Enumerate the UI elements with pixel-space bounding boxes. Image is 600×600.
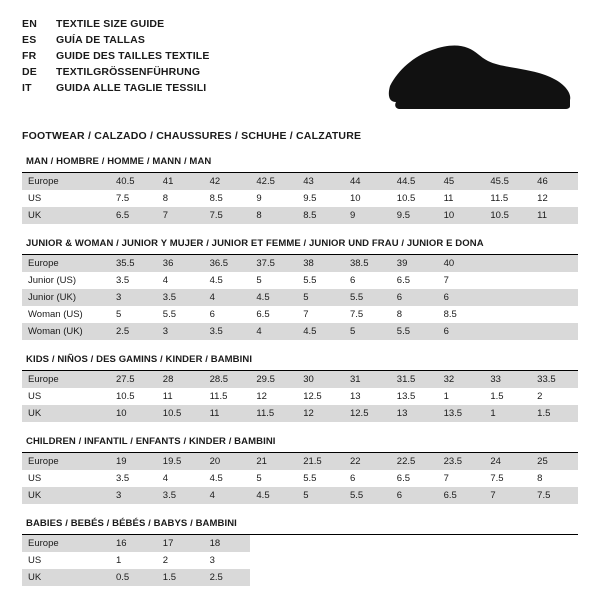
cell: 5.5 [303,275,317,286]
cell [531,272,578,289]
cell: 19.5 [157,453,204,470]
cell: 7.5 [490,473,504,484]
cell: 6 [391,289,438,306]
cell: 5 [344,323,391,340]
cell: 12 [537,193,548,204]
cell: 41 [157,173,204,190]
cell: 7.5 [531,487,578,504]
cell: 5 [256,275,262,286]
cell: 10.5 [484,207,531,224]
language-code: ES [22,33,37,46]
cell: 18 [204,535,251,552]
cell: 11 [204,405,251,422]
cell: 13.5 [396,391,416,402]
cell [531,306,578,323]
cell: 6 [209,309,215,320]
cell: 28.5 [204,371,251,388]
row-label: Europe [22,371,110,388]
cell: 16 [110,535,157,552]
cell: 8 [162,193,169,204]
cell: 1 [443,391,449,402]
language-title-list [22,16,209,96]
row-label: Junior (UK) [22,289,110,306]
block-title-kids: KIDS / NIÑOS / DES GAMINS / KINDER / BAMBINI [26,354,253,365]
cell: 45.5 [484,173,531,190]
cell: 4.5 [250,487,297,504]
cell [484,306,531,323]
cell-empty [297,535,344,552]
block-title-children: CHILDREN / INFANTIL / ENFANTS / KINDER / BAMBINI [26,436,276,447]
header [22,16,578,116]
cell-empty [531,535,578,552]
cell: 13 [349,391,361,402]
cell: 21.5 [297,453,344,470]
cell: 3.5 [116,473,130,484]
table-row [22,289,578,306]
cell: 21 [250,453,297,470]
cell: 4 [162,275,169,286]
table-row [22,535,578,552]
cell [531,289,578,306]
cell-empty [531,552,578,569]
table-row [22,552,578,569]
language-title: TEXTILGRÖSSENFÜHRUNG [56,65,201,78]
cell: 11.5 [490,193,509,204]
table-row [22,272,578,289]
cell-empty [297,569,344,586]
cell: 4 [204,487,251,504]
size-block-kids [22,354,578,422]
table-row [22,569,578,586]
cell: 5.5 [162,309,177,320]
cell: 7 [443,275,449,286]
cell [484,255,531,272]
cell: 1.5 [490,391,504,402]
language-row [22,80,209,96]
cell: 2.5 [110,323,157,340]
cell-empty [391,552,438,569]
cell: 31 [344,371,391,388]
cell: 12.5 [303,391,322,402]
cell: 40 [438,255,485,272]
table-row [22,388,578,405]
language-code: EN [22,17,37,30]
cell: 3.5 [204,323,251,340]
cell: 5 [116,309,122,320]
cell: 44 [344,173,391,190]
cell: 1 [484,405,531,422]
cell: 4.5 [209,473,223,484]
table-row [22,453,578,470]
row-label: US [28,391,42,402]
table-row [22,323,578,340]
cell: 39 [391,255,438,272]
category-heading: FOOTWEAR / CALZADO / CHAUSSURES / SCHUHE / CALZATURE [22,130,362,142]
cell-empty [297,552,344,569]
cell: 20 [204,453,251,470]
cell: 5.5 [344,487,391,504]
dress-shoe-icon [384,34,574,116]
cell: 25 [531,453,578,470]
cell: 4.5 [209,275,223,286]
cell-empty [391,535,438,552]
cell-empty [250,552,297,569]
cell: 10.5 [116,391,135,402]
cell: 35.5 [110,255,157,272]
table-row [22,173,578,190]
size-table-children [22,453,578,504]
cell: 23.5 [438,453,485,470]
row-label: UK [22,569,110,586]
cell: 5.5 [344,289,391,306]
row-label: Europe [22,173,110,190]
row-label: Europe [22,453,110,470]
table-row [22,190,578,207]
cell: 17 [157,535,204,552]
row-label: Woman (UK) [22,323,110,340]
cell-empty [484,552,531,569]
cell: 13.5 [438,405,485,422]
size-block-children [22,436,578,504]
language-title-body [22,16,209,96]
cell: 8.5 [209,193,223,204]
cell: 38.5 [344,255,391,272]
language-row [22,64,209,80]
cell-empty [391,569,438,586]
cell: 9.5 [303,193,317,204]
language-code: DE [22,65,37,78]
size-block-man [22,156,578,224]
cell [484,323,531,340]
cell: 9 [344,207,391,224]
cell: 12.5 [344,405,391,422]
cell: 7.5 [204,207,251,224]
cell: 32 [438,371,485,388]
language-row [22,16,209,32]
language-title: GUIDA ALLE TAGLIE TESSILI [56,81,207,94]
cell: 2 [537,391,543,402]
cell: 10.5 [157,405,204,422]
cell: 13 [391,405,438,422]
size-table-junior-woman [22,255,578,340]
cell: 8.5 [443,309,457,320]
cell: 1 [116,555,122,566]
language-title: TEXTILE SIZE GUIDE [56,17,165,30]
cell: 7 [303,309,309,320]
cell: 38 [297,255,344,272]
cell-empty [344,569,391,586]
cell: 7 [157,207,204,224]
block-title-man: MAN / HOMBRE / HOMME / MANN / MAN [26,156,212,167]
cell-empty [531,569,578,586]
cell: 2 [162,555,169,566]
cell: 8 [250,207,297,224]
table-row [22,470,578,487]
cell: 6 [349,275,356,286]
cell: 36.5 [204,255,251,272]
cell: 3 [157,323,204,340]
language-code: IT [22,81,32,94]
cell: 29.5 [250,371,297,388]
language-title: GUIDE DES TAILLES TEXTILE [56,49,210,62]
cell: 9.5 [391,207,438,224]
cell: 6 [438,323,485,340]
cell: 4 [204,289,251,306]
cell: 11.5 [250,405,297,422]
cell: 36 [157,255,204,272]
row-label: UK [22,487,110,504]
cell: 27.5 [110,371,157,388]
cell: 7.5 [116,193,130,204]
cell: 4.5 [297,323,344,340]
cell [484,289,531,306]
row-label: UK [22,207,110,224]
cell: 3 [110,289,157,306]
cell: 7 [443,473,449,484]
cell: 19 [110,453,157,470]
cell: 5 [256,473,262,484]
cell: 4 [250,323,297,340]
table-row [22,371,578,388]
block-title-junior-woman: JUNIOR & WOMAN / JUNIOR Y MUJER / JUNIOR ET FEMME / JUNIOR UND FRAU / JUNIOR E DONA [26,238,484,249]
cell: 42 [204,173,251,190]
table-row [22,255,578,272]
cell: 9 [256,193,262,204]
cell: 22.5 [391,453,438,470]
cell: 8.5 [297,207,344,224]
cell: 33 [484,371,531,388]
table-row [22,487,578,504]
language-title: GUÍA DE TALLAS [56,33,146,46]
cell: 0.5 [110,569,157,586]
cell: 6.5 [396,275,410,286]
cell: 12 [297,405,344,422]
cell [531,255,578,272]
cell: 11.5 [209,391,228,402]
cell: 4 [162,473,169,484]
cell: 6 [349,473,356,484]
cell: 3.5 [116,275,130,286]
table-row [22,405,578,422]
cell-empty [344,552,391,569]
size-block-babies [22,518,578,586]
cell: 11 [531,207,578,224]
block-title-babies: BABIES / BEBÉS / BÉBÉS / BABYS / BAMBINI [26,518,237,529]
cell [531,323,578,340]
row-label: Europe [22,535,110,552]
cell: 28 [157,371,204,388]
cell: 1.5 [157,569,204,586]
cell: 6.5 [110,207,157,224]
cell: 22 [344,453,391,470]
cell: 3 [110,487,157,504]
cell: 40.5 [110,173,157,190]
cell: 5 [297,289,344,306]
row-label: Europe [22,255,110,272]
language-code: FR [22,49,37,62]
cell: 45 [438,173,485,190]
cell-empty [484,535,531,552]
cell: 10 [349,193,361,204]
cell: 12 [256,391,267,402]
cell: 37.5 [250,255,297,272]
cell: 43 [297,173,344,190]
cell: 6.5 [256,309,270,320]
cell: 3.5 [157,487,204,504]
size-table-man [22,173,578,224]
table-row [22,207,578,224]
cell: 11 [443,193,454,204]
cell-empty [344,535,391,552]
row-label: US [28,555,42,566]
cell: 4.5 [250,289,297,306]
cell: 44.5 [391,173,438,190]
cell: 8 [537,473,543,484]
cell-empty [250,535,297,552]
table-row [22,306,578,323]
cell: 3 [209,555,215,566]
cell: 10.5 [396,193,416,204]
row-label: Junior (US) [28,275,77,286]
cell: 30 [297,371,344,388]
cell: 8 [396,309,403,320]
cell-empty [250,569,297,586]
cell: 3.5 [157,289,204,306]
cell: 46 [531,173,578,190]
cell-empty [438,535,485,552]
cell [484,272,531,289]
cell: 11 [162,391,173,402]
row-label: US [28,193,42,204]
language-row [22,32,209,48]
cell: 33.5 [531,371,578,388]
cell-empty [438,552,485,569]
cell: 42.5 [250,173,297,190]
cell: 6 [391,487,438,504]
cell: 5 [297,487,344,504]
cell: 6.5 [438,487,485,504]
size-table-kids [22,371,578,422]
cell: 10 [110,405,157,422]
cell: 6 [438,289,485,306]
row-label: Woman (US) [28,309,83,320]
cell: 5.5 [303,473,317,484]
cell: 7.5 [349,309,364,320]
size-block-junior-woman [22,238,578,340]
cell: 6.5 [396,473,410,484]
size-table-babies [22,535,578,586]
cell: 5.5 [391,323,438,340]
cell: 31.5 [391,371,438,388]
cell-empty [438,569,485,586]
row-label: UK [22,405,110,422]
cell: 7 [484,487,531,504]
cell: 2.5 [204,569,251,586]
cell-empty [484,569,531,586]
cell: 1.5 [531,405,578,422]
language-row [22,48,209,64]
cell: 10 [438,207,485,224]
cell: 24 [484,453,531,470]
row-label: US [28,473,42,484]
